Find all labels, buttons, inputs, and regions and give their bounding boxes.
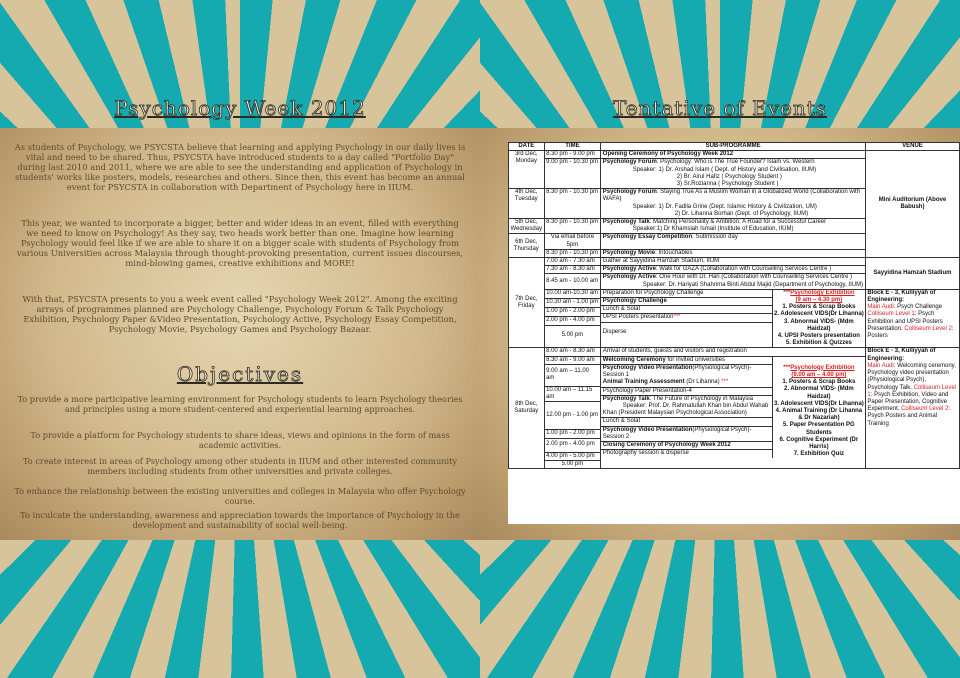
programme-desc: : Staying True As a Muslim Woman in a Globalized World (Collaboration with WAFA) — [602, 189, 860, 203]
header-sub-programme: SUB-PROGRAMME — [601, 143, 866, 151]
time-cell: 8.45 am - 10.00 am — [544, 274, 601, 289]
programme-title: Psychology Video Presentation — [602, 426, 693, 433]
programme-desc: : Psychology: Who is The True Founder? Islam vs. Western — [656, 159, 815, 166]
venue-desc: : Psych Posters and Animal Training — [867, 406, 951, 427]
venue-text: Sayyidina Hamzah Stadium — [873, 269, 952, 276]
star-marker: *** — [783, 289, 791, 296]
venue-desc: : Welcoming ceremony, Psychology video presentation (Physiological Psych), Psychology Talk. — [867, 362, 956, 391]
time-cell: 2.00 pm - 4.00 pm — [544, 317, 601, 326]
intro-paragraph-2: This year, we wanted to incorporate a bigger, better and wider ideas in an event, filled with everything we need to know on Psychology! As they say, two heads work better than one. Imagine how learning Psychology would feel like if we are able to share it on a bigger scale with students of Psychology from various Universities across Malaysia through thought-provoking presentation, current issues discourses, mind-blowing games, creative exhibitions and MORE! — [16, 218, 464, 268]
exhibition-item: 3. Abnormal VIDS- (Mdm Haidzat) — [783, 318, 854, 332]
exhibition-item: 3. Adolescent VIDS(Dr Lihanna) — [773, 400, 864, 407]
exhibition-item: 4. Animal Training (Dr Lihanna & Dr Nazariah) — [775, 407, 863, 422]
list-item — [601, 396, 772, 419]
speaker-line: Speaker:1) Dr Khamsiah Ismail (Institute of Education, IIUM) — [632, 226, 794, 233]
venue-colliseum-1: Colliseum Level 1 — [867, 311, 915, 318]
venue-cell — [865, 151, 959, 258]
time-cell: 12.00 pm - 1.00 pm — [544, 402, 601, 430]
table-row — [509, 289, 960, 298]
table-row — [509, 258, 960, 266]
right-page — [480, 0, 960, 678]
time-cell: 7.00 am - 7.30 am — [544, 258, 601, 266]
table-row — [509, 151, 960, 159]
programme-title: Animal Training Assessment — [602, 379, 685, 386]
programme-title: Psychology Active — [602, 266, 656, 273]
programme-cell — [601, 356, 866, 468]
date-cell: 4th Dec, Tuesday — [509, 189, 545, 219]
programme-desc: : Submission day — [692, 234, 738, 241]
time-cell: 1.00 pm - 2.00 pm — [544, 430, 601, 438]
list-item: Photography session & disperse — [602, 450, 689, 457]
list-item: Lunch & Solat — [601, 306, 772, 314]
programme-cell — [601, 289, 866, 348]
programme-desc: (Dr Lihanna) — [684, 379, 720, 386]
exhibition-item: 5. Paper Presentation PG Students — [783, 422, 855, 436]
time-cell: 8.30 pm - 9.00 pm — [544, 151, 601, 159]
venue-cell — [865, 258, 959, 290]
programme-cell — [601, 159, 866, 189]
list-item: Preparation for Psychology Challenge — [601, 290, 772, 298]
list-item — [601, 442, 772, 450]
programme-title: Psychology Active — [602, 274, 656, 281]
psychology-week-title: Psychology Week 2012 — [114, 96, 366, 120]
speaker-line: 3) Sr.Rozianna ( Psychology Student ) — [676, 181, 779, 188]
speaker-line: 2) Br. Airul Hafiz ( Psychology Student ) — [676, 173, 782, 180]
table-header-row — [509, 143, 960, 151]
list-item — [601, 427, 772, 442]
programme-desc: : Intouchables — [655, 249, 693, 256]
time-cell: 4.00 pm - 5.00 pm — [544, 452, 601, 460]
programme-cell — [601, 266, 866, 274]
schedule-table — [508, 142, 960, 469]
time-cell: 8.30 pm - 10.30 pm — [544, 189, 601, 219]
time-cell: 5.00 pm — [544, 326, 601, 348]
time-cell: 5.00 pm — [544, 460, 601, 468]
list-item — [601, 365, 772, 388]
programme-desc: for invited universities — [665, 356, 726, 363]
programme-cell — [601, 249, 866, 257]
speaker-line: 2) Dr. Lihanna Borhan (Dept. of Psychology, IIUM) — [674, 210, 809, 217]
venue-colliseum-1: Colliseum Level 1 — [867, 384, 956, 398]
programme-title: Psychology Movie — [602, 249, 656, 256]
speaker-line: Speaker: Dr. Hariyati Shahrima Binti Abdul Majid (Department of Psychology, IIUM) — [642, 281, 864, 288]
exhibition-title: Psychology Exhibition — [790, 364, 855, 371]
venue-desc: : Psych Challenge — [893, 304, 943, 311]
exhibition-time: (9 am – 4.30 pm) — [795, 297, 843, 304]
saturday-programme-wrap — [601, 357, 865, 459]
objective-item: To inculcate the understanding, awareness and appreciation towards the importance of Psychology in the development and sustainability of social well-being. — [20, 510, 460, 530]
venue-main-audi: Main Audi — [867, 362, 894, 369]
time-cell: 1.00 pm - 2.00 pm — [544, 307, 601, 316]
programme-title: Closing Ceremony of Psychology Week 2012 — [602, 441, 731, 448]
speaker-line: Speaker: Prof. Dr. Rahmatullah Khan bin Abdul Wahab Khan (President Malaysian Psychological Association) — [602, 402, 769, 417]
programme-title: Psychology Video Presentation — [602, 364, 693, 371]
programme-cell — [601, 234, 866, 249]
tentative-events-title: Tentative of Events — [612, 96, 828, 120]
time-cell: 9.00 pm - 10.30 pm — [544, 159, 601, 189]
intro-paragraph-1: As students of Psychology, we PSYCSTA believe that learning and applying Psychology in our daily lives is vital and need to be shared. Thus, PSYCSTA have introduced students to a day called "Portfolio Day" during last 2010 and 2011, where we are able to see the understanding and application of Psychology in students' works like posters, models, researches and others. Since then, this event has become an annual event for PSYCSTA in collaboration with Department of Psychology here in IIUM. — [14, 142, 466, 192]
time-cell: 10.00 am – 11.15 am — [544, 386, 601, 401]
time-cell: 2.00 pm - 4.00 pm — [544, 438, 601, 452]
speaker-line: Speaker: 1) Dr. Fadila Grine (Dept. Islamic History & Civilization, UM) — [632, 203, 817, 210]
time-cell: 8.30 pm - 10.30 pm — [544, 249, 601, 257]
programme-title: Psychology Talk — [602, 219, 650, 226]
list-item: Disperse — [602, 328, 627, 335]
friday-exhibition-box — [773, 290, 865, 348]
venue-desc: : Psych Exhibition and UPSI Posters Presentation. — [867, 311, 943, 332]
exhibition-item: 7. Exhibition Quiz — [793, 451, 845, 458]
venue-colliseum-2: Colliseum Level 2 — [901, 406, 949, 413]
exhibition-item: 2. Adolescent VIDS(Dr Lihanna) — [773, 311, 864, 318]
venue-desc: : Posters — [867, 325, 954, 340]
venue-main-audi: Main Audi — [867, 304, 894, 311]
programme-desc: : Matching Personality & Ambition: A Road for a Successful Career — [649, 219, 827, 226]
intro-paragraph-3: With that, PSYCSTA presents to you a week event called "Psychology Week 2012". Among the exciting arrays of programmes planned are Psychology Challenge, Psychology Forum & Talk Psychology Exhibition, Psychology Paper &Video Presentation, Psychology Active, Psychology Essay Competition, Psychology Movie, Psychology Games and Psychology Bazaar. — [22, 294, 458, 334]
exhibition-item: 2. Abnormal VIDS- (Mdm Haidzat) — [783, 386, 854, 400]
exhibition-item: 5. Exhibition & Quizzes — [785, 340, 852, 347]
venue-desc: : Psych Exhibition, Video and Paper Presentation, Cognitive Experiment. — [867, 391, 949, 413]
header-date: DATE — [509, 143, 545, 151]
objective-item: To create interest in areas of Psychology among other students in IIUM and other interested community members including students from other universities and private colleges. — [22, 456, 458, 476]
venue-text: Mini Auditorium (Above Babush) — [878, 196, 947, 211]
star-marker: *** — [673, 314, 681, 321]
programme-cell: Arrival of students, guests and visitors and registration — [601, 348, 866, 356]
star-marker: *** — [721, 379, 729, 386]
list-item — [601, 314, 772, 322]
list-item — [601, 298, 772, 306]
list-item: Lunch & Solat — [601, 418, 772, 426]
venue-head: Block E - 3, Kulliyyah of Engineering: — [867, 348, 936, 362]
objective-item: To enhance the relationship between the existing universities and colleges in Malaysia who offer Psychology course. — [14, 486, 466, 506]
programme-title: Psychology Challenge — [602, 298, 667, 305]
saturday-exhibition-box — [773, 357, 865, 459]
programme-title: Opening Ceremony of Psychology Week 2012 — [602, 151, 734, 158]
programme-desc: (Physiological Psych)-Session 2 — [602, 426, 752, 440]
venue-head: Block E - 3, Kulliyyah of Engineering: — [867, 289, 936, 304]
objective-item: To provide a more participative learning environment for Psychology students to learn Psychology theories and principles using a more student-centered and experiential learning approaches. — [17, 394, 463, 414]
exhibition-item: 6. Cognitive Experiment (Dr Harris) — [779, 436, 859, 450]
exhibition-item: 1. Posters & Scrap Books — [782, 304, 856, 311]
list-item — [601, 357, 772, 365]
programme-desc: : One Hour with Dr. Hari (Collaboration with Counselling Services Centre ) — [655, 274, 852, 281]
star-marker: *** — [783, 364, 791, 371]
time-cell: 9.00 am – 11.00 am — [544, 364, 601, 386]
speaker-line: Speaker: 1) Dr. Arshad Islam ( Dept. of History and Civilisation, IIUM) — [632, 166, 817, 173]
list-item: Psychology Paper Presentation-4 — [601, 388, 772, 396]
time-cell: 8.30 pm - 10.30 pm — [544, 219, 601, 234]
programme-title: Psychology Forum — [602, 189, 657, 196]
programme-title: Psychology Essay Competition — [602, 234, 693, 241]
time-cell: 10.00 am-10.30 am — [544, 289, 601, 298]
date-cell: 6th Dec, Thursday — [509, 234, 545, 258]
programme-desc: : The Future of Psychology in Malaysia — [649, 395, 753, 402]
programme-cell — [601, 274, 866, 289]
programme-cell — [601, 219, 866, 234]
programme-desc: : Walk for GAZA (Collaboration with Counselling Services Centre ) — [655, 266, 832, 273]
header-venue: VENUE — [865, 143, 959, 151]
date-cell: 3rd Dec, Monday — [509, 151, 545, 189]
exhibition-time: (9.00 am – 4.00 pm) — [791, 371, 847, 378]
schedule-sheet — [508, 142, 960, 524]
time-cell: 8.30 am - 9.00 am — [544, 356, 601, 364]
date-cell: 7th Dec, Friday — [509, 258, 545, 348]
exhibition-title: Psychology Exhibition — [790, 289, 855, 296]
programme-title: Psychology Talk — [602, 395, 650, 402]
programme-title: Psychology Forum — [602, 159, 657, 166]
programme-desc: UPSI Posters presentation — [602, 314, 674, 321]
objectives-heading: Objectives — [176, 362, 304, 386]
time-cell: 7.30 am - 8.30 am — [544, 266, 601, 274]
date-cell: 5th Dec, Wednesday — [510, 219, 543, 233]
table-row — [509, 348, 960, 356]
time-cell: 8.00 am - 8.30 am — [544, 348, 601, 356]
time-cell: Via email before 5pm — [544, 234, 601, 249]
friday-programme-list — [601, 290, 773, 348]
date-cell: 8th Dec, Saturday — [509, 348, 545, 468]
objective-item: To provide a platform for Psychology students to share ideas, views and opinions in the form of mass academic activities. — [30, 430, 450, 450]
programme-cell: Gather at Sayyidina Hamzah Stadium, IIUM — [601, 258, 866, 266]
time-cell: 10.30 am - 1.00 pm — [544, 298, 601, 307]
programme-cell — [601, 189, 866, 219]
programme-title: Welcoming Ceremony — [602, 356, 666, 363]
exhibition-item: 1. Posters & Scrap Books — [782, 379, 856, 386]
programme-desc: (Physiological Psych)-Session 1 — [602, 364, 752, 379]
venue-cell — [865, 348, 959, 468]
venue-cell — [865, 289, 959, 348]
programme-cell — [601, 151, 866, 159]
saturday-programme-list — [601, 357, 773, 459]
header-time: TIME — [544, 143, 601, 151]
venue-colliseum-2: Colliseum Level 2 — [904, 325, 952, 332]
exhibition-item: 4. UPSI Posters presentation — [777, 333, 860, 340]
